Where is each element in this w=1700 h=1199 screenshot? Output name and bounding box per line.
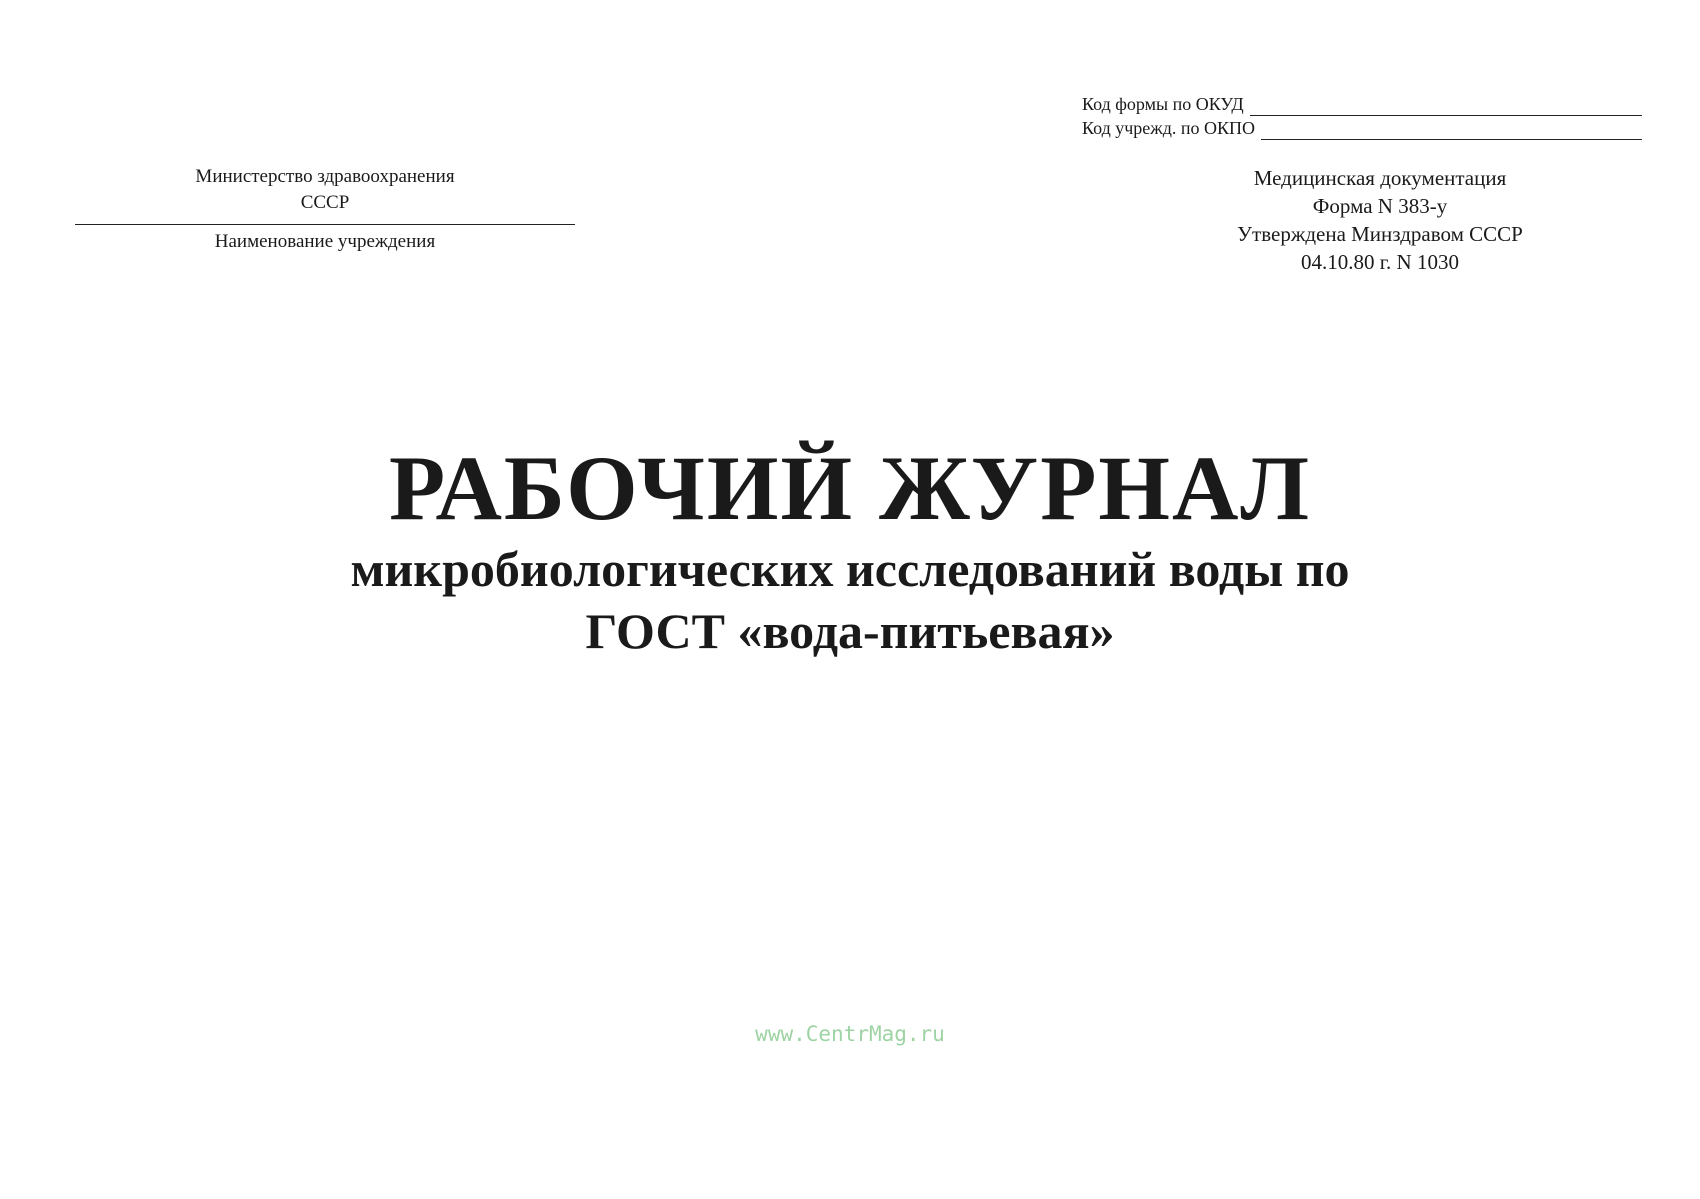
okpo-code-label: Код учрежд. по ОКПО bbox=[1082, 118, 1256, 138]
institution-header bbox=[75, 164, 575, 255]
ministry-name-line2: СССР bbox=[300, 192, 350, 213]
okpo-code-blank bbox=[1261, 119, 1642, 140]
form-number: Форма N 383-у bbox=[1312, 194, 1448, 218]
institution-name-line bbox=[75, 224, 575, 225]
journal-subtitle-line1: микробиологических исследований воды по bbox=[350, 541, 1350, 597]
journal-title: РАБОЧИЙ ЖУРНАЛ bbox=[389, 437, 1311, 539]
site-watermark: www.CentrMag.ru bbox=[755, 1022, 945, 1046]
approval-date: 04.10.80 г. N 1030 bbox=[1301, 250, 1459, 274]
okud-code-row bbox=[1082, 92, 1642, 116]
institution-name-caption: Наименование учреждения bbox=[214, 231, 436, 252]
ministry-name-line1: Министерство здравоохранения bbox=[195, 166, 455, 187]
journal-subtitle-line2: ГОСТ «вода-питьевая» bbox=[585, 603, 1115, 659]
form-codes bbox=[1082, 92, 1642, 140]
medical-doc-info bbox=[1170, 164, 1590, 276]
doc-type: Медицинская документация bbox=[1253, 166, 1507, 190]
okud-code-blank bbox=[1250, 95, 1642, 116]
okpo-code-row bbox=[1082, 116, 1642, 140]
journal-title-block bbox=[0, 438, 1700, 662]
okud-code-label: Код формы по ОКУД bbox=[1082, 94, 1244, 114]
approval-line: Утверждена Минздравом СССР bbox=[1237, 222, 1523, 246]
